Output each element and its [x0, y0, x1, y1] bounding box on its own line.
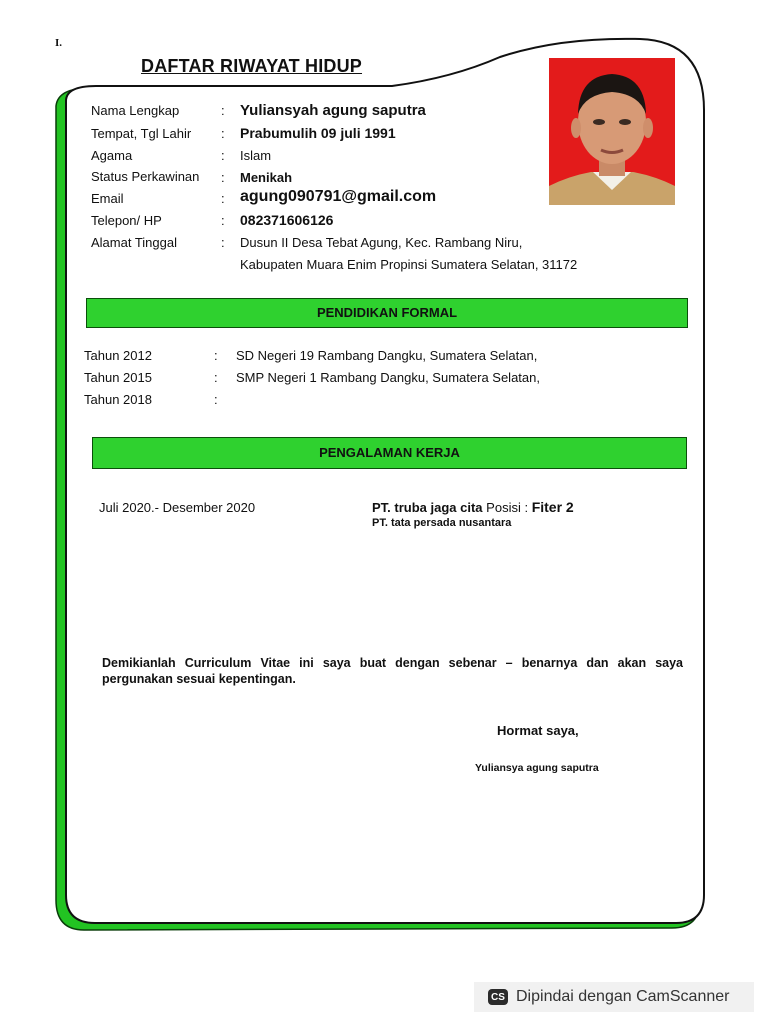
education-year: Tahun 2018 [84, 392, 152, 407]
colon: : [221, 148, 225, 163]
colon: : [221, 103, 225, 118]
education-heading: PENDIDIKAN FORMAL [86, 298, 688, 328]
experience-position-line [372, 499, 574, 515]
value-full-name: Yuliansyah agung saputra [240, 102, 426, 119]
section-number: I. [55, 37, 63, 49]
camscanner-logo-icon: CS [488, 989, 508, 1005]
colon: : [221, 191, 225, 206]
label-email: Email [91, 191, 124, 206]
colon: : [214, 392, 218, 407]
colon: : [214, 370, 218, 385]
closing-statement: Demikianlah Curriculum Vitae ini saya buat dengan sebenar – benarnya dan akan saya pergunakan sesuai kepentingan. [102, 656, 683, 686]
camscanner-text: Dipindai dengan CamScanner [516, 988, 730, 1005]
experience-position: Fiter 2 [531, 499, 574, 515]
colon: : [221, 126, 225, 141]
colon: : [221, 235, 225, 250]
experience-company: PT. truba jaga cita [372, 500, 483, 515]
experience-period: Juli 2020.- Desember 2020 [99, 500, 256, 515]
label-phone: Telepon/ HP [91, 213, 162, 228]
experience-heading: PENGALAMAN KERJA [92, 437, 687, 469]
closing-salutation: Hormat saya, [497, 723, 579, 738]
value-marital-status: Menikah [240, 170, 293, 185]
label-birth: Tempat, Tgl Lahir [91, 126, 192, 141]
experience-position-label: Posisi : [486, 500, 529, 515]
value-phone: 082371606126 [240, 212, 334, 228]
value-religion: Islam [240, 148, 272, 163]
signature-name: Yuliansya agung saputra [475, 762, 599, 774]
value-address-line2: Kabupaten Muara Enim Propinsi Sumatera Selatan, 31172 [240, 257, 578, 272]
education-school: SMP Negeri 1 Rambang Dangku, Sumatera Selatan, [236, 370, 540, 385]
page-title: DAFTAR RIWAYAT HIDUP [141, 56, 363, 76]
education-year: Tahun 2015 [84, 370, 152, 385]
colon: : [214, 348, 218, 363]
colon: : [221, 213, 225, 228]
education-year: Tahun 2012 [84, 348, 152, 363]
education-school: SD Negeri 19 Rambang Dangku, Sumatera Selatan, [236, 348, 538, 363]
profile-photo [549, 58, 675, 205]
value-address-line1: Dusun II Desa Tebat Agung, Kec. Rambang Niru, [240, 235, 523, 250]
label-marital-status: Status Perkawinan [91, 169, 200, 184]
label-address: Alamat Tinggal [91, 235, 177, 250]
value-email: agung090791@gmail.com [240, 188, 437, 205]
label-full-name: Nama Lengkap [91, 103, 180, 118]
colon: : [221, 170, 225, 185]
value-birth: Prabumulih 09 juli 1991 [240, 125, 396, 141]
label-religion: Agama [91, 148, 133, 163]
experience-company-2: PT. tata persada nusantara [372, 517, 512, 529]
camscanner-watermark [474, 982, 754, 1012]
